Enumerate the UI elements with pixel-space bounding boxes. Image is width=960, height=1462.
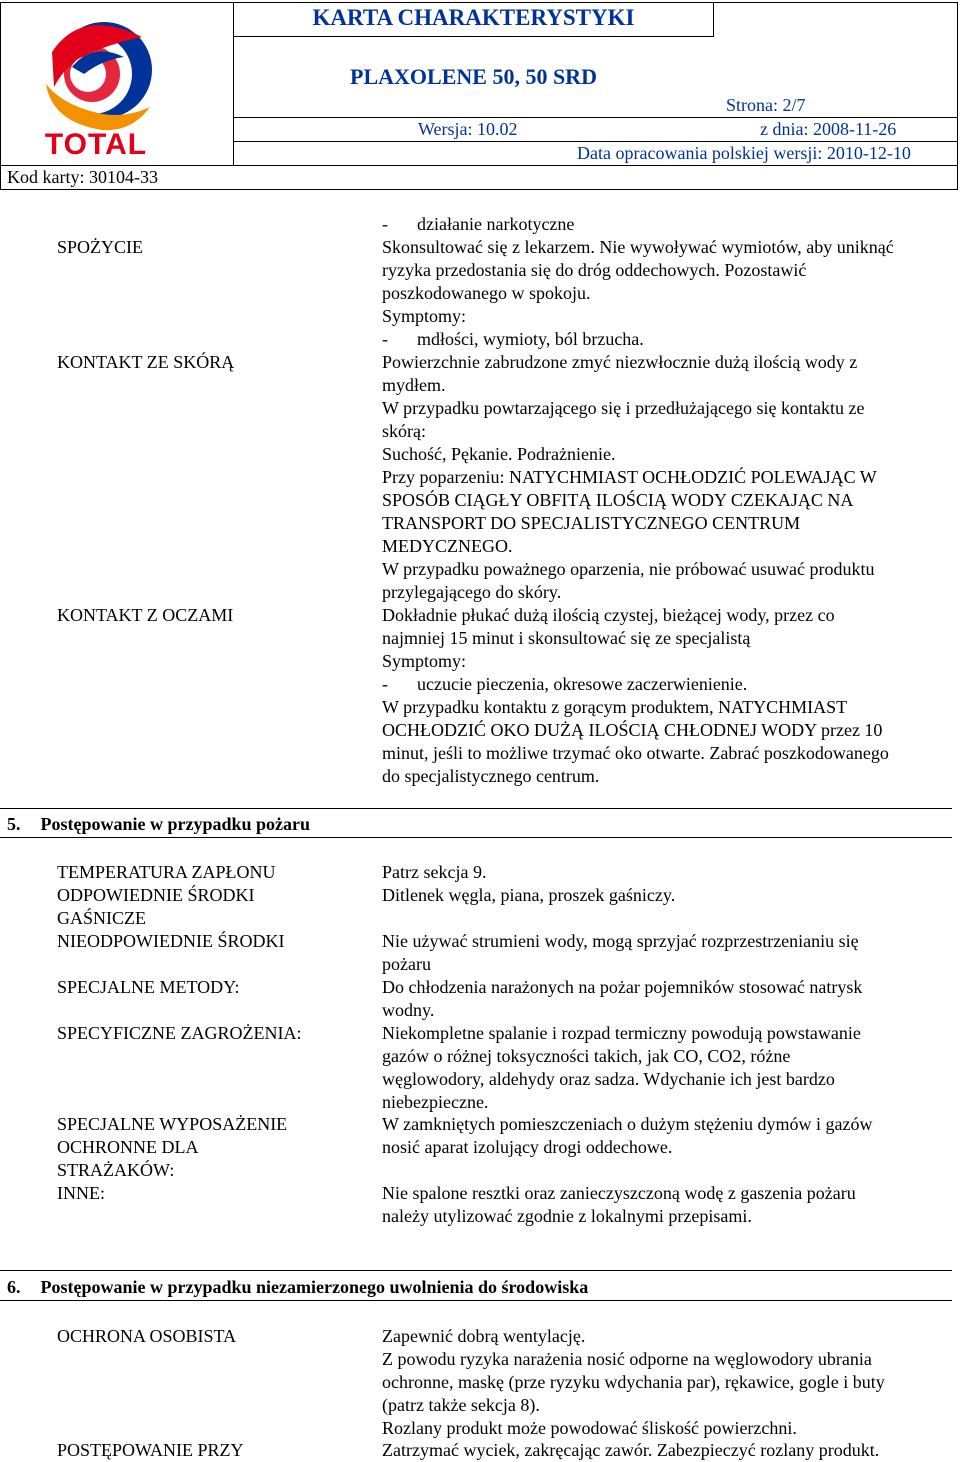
flash-point-text: Patrz sekcja 9.	[382, 862, 487, 882]
header-bottom-border	[0, 189, 958, 190]
eye-contact-text: Dokładnie płukać dużą ilością czystej, bieżącej wody, przez co najmniej 15 minut i skonsultować się ze specjalistą Symptomy: - uczucie pieczenia, okresowe zaczerwienienie. W przypadku kontaktu z gorącym produktem, NATYCHMIAST OCHŁODZIĆ OKO DUŻĄ ILOŚCIĄ CHŁODNEJ WODY przez 10 minut, jeśli to możliwe trzymać oko otwarte. Zabrać poszkodowanego do specjalistycznego centrum.	[382, 605, 889, 786]
other-label: INNE:	[57, 1183, 105, 1203]
narcotic-effect-line: - działanie narkotyczne	[382, 214, 575, 234]
header-left-border	[0, 2, 1, 190]
header-date-divider	[233, 141, 958, 142]
product-name: PLAXOLENE 50, 50 SRD	[350, 64, 597, 89]
document-title: KARTA CHARAKTERYSTYKI	[312, 5, 635, 30]
ingestion-label: SPOŻYCIE	[57, 237, 144, 257]
unsuitable-extinguishing-label: NIEODPOWIEDNIE ŚRODKI	[57, 931, 285, 951]
specific-hazards-label: SPECYFICZNE ZAGROŻENIA:	[57, 1023, 302, 1043]
eye-contact-label: KONTAKT Z OCZAMI	[57, 605, 234, 625]
section-5-heading: 5. Postępowanie w przypadku pożaru	[7, 814, 311, 834]
special-methods-label: SPECJALNE METODY:	[57, 977, 240, 997]
skin-contact-text: Powierzchnie zabrudzone zmyć niezwłocznie dużą ilością wody z mydłem. W przypadku powtarzającego się i przedłużającego się kontaktu ze skórą: Suchość, Pękanie. Podrażnienie. Przy poparzeniu: NATYCHMIAST OCHŁODZIĆ POLEWAJĄC W SPOSÓB CIĄGŁY OBFITĄ ILOŚCIĄ WODY CZEKAJĄC NA TRANSPORT DO SPECJALISTYCZNEGO CENTRUM MEDYCZNEGO. W przypadku poważnego oparzenia, nie próbować usuwać produktu przylegającego do skóry.	[382, 352, 877, 602]
special-methods-text: Do chłodzenia narażonych na pożar pojemników stosować natrysk wodny.	[382, 977, 863, 1020]
personal-protection-label: OCHRONA OSOBISTA	[57, 1326, 237, 1346]
header-corner-divider	[713, 2, 714, 37]
unsuitable-extinguishing-text: Nie używać strumieni wody, mogą sprzyjać rozprzestrzenianiu się pożaru	[382, 931, 859, 974]
polish-version-date: Data opracowania polskiej wersji: 2010-12-10	[577, 143, 911, 163]
spill-handling-text: Zatrzymać wyciek, zakręcając zawór. Zabezpieczyć rozlany produkt.	[382, 1440, 880, 1460]
ingestion-text: Skonsultować się z lekarzem. Nie wywoływać wymiotów, aby uniknąć ryzyka przedostania się do dróg oddechowych. Pozostawić poszkodowanego w spokoju. Symptomy: - mdłości, wymioty, ból brzucha.	[382, 237, 894, 349]
section-5-rule	[0, 808, 952, 809]
version-label: Wersja: 10.02	[418, 119, 518, 139]
personal-protection-text: Zapewnić dobrą wentylację. Z powodu ryzyka narażenia nosić odporne na węglowodory ubrania ochronne, maskę (prze ryzyku wdychania par), rękawice, gogle i buty (patrz także sekcja 8). Rozlany produkt może powodować śliskość powierzchni.	[382, 1326, 885, 1438]
spill-handling-label: POSTĘPOWANIE PRZY	[57, 1440, 244, 1460]
other-text: Nie spalone resztki oraz zanieczyszczoną wodę z gaszenia pożaru należy utylizować zgodnie z lokalnymi przepisami.	[382, 1183, 856, 1226]
section-6-heading: 6. Postępowanie w przypadku niezamierzonego uwolnienia do środowiska	[7, 1277, 589, 1297]
header-card-divider	[0, 165, 958, 166]
section-6-rule	[0, 1270, 952, 1271]
suitable-extinguishing-label: ODPOWIEDNIE ŚRODKI GAŚNICZE	[57, 885, 255, 928]
suitable-extinguishing-text: Ditlenek węgla, piana, proszek gaśniczy.	[382, 885, 676, 905]
card-code: Kod karty: 30104-33	[7, 167, 158, 187]
header-top-border	[0, 2, 958, 3]
skin-contact-label: KONTAKT ZE SKÓRĄ	[57, 352, 235, 372]
page-number: Strona: 2/7	[726, 95, 806, 115]
specific-hazards-text: Niekompletne spalanie i rozpad termiczny powodują powstawanie gazów o różnej toksyczności takich, jak CO, CO2, różne węglowodory, aldehydy oraz sadza. Wdychanie ich jest bardzo niebezpieczne.	[382, 1023, 861, 1112]
header-title-divider	[233, 36, 713, 37]
flash-point-label: TEMPERATURA ZAPŁONU	[57, 862, 276, 882]
firefighter-equipment-label: SPECJALNE WYPOSAŻENIE OCHRONNE DLA STRAŻAKÓW:	[57, 1114, 288, 1180]
header-version-divider	[233, 117, 958, 118]
firefighter-equipment-text: W zamkniętych pomieszczeniach o dużym stężeniu dymów i gazów nosić aparat izolujący drogi oddechowe.	[382, 1114, 873, 1157]
section-5-heading-underline	[0, 837, 952, 838]
version-date: z dnia: 2008-11-26	[760, 119, 897, 139]
section-6-heading-underline	[0, 1300, 952, 1301]
header-right-border	[957, 2, 958, 190]
logo-wordmark: TOTAL	[44, 128, 148, 161]
